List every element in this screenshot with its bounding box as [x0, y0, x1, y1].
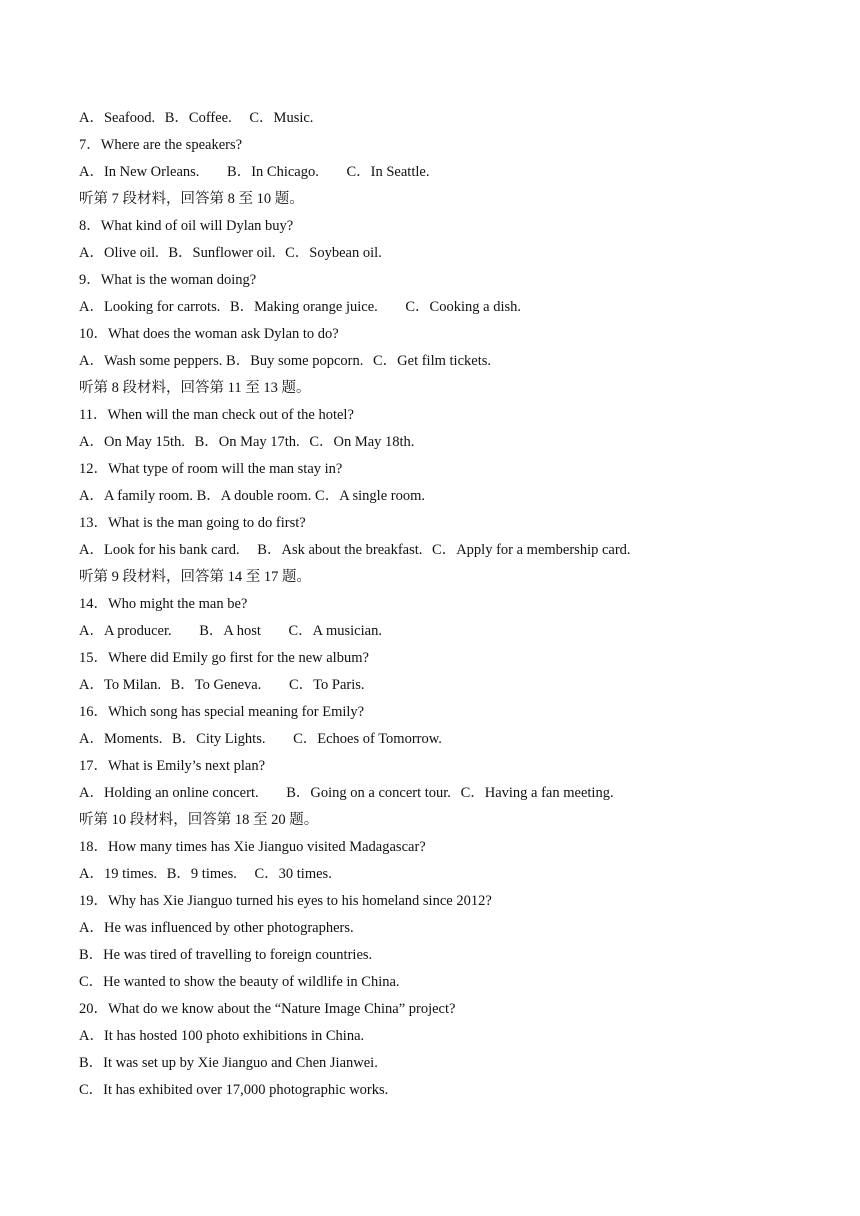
option-a: A．Moments.: [79, 731, 163, 747]
option-a: A．In New Orleans.: [79, 164, 200, 180]
option-a: A．Olive oil.: [79, 245, 159, 261]
option-b: B．Ask about the breakfast.: [257, 542, 423, 558]
options-line: [79, 297, 799, 324]
option-b: B．Coffee.: [164, 110, 232, 126]
options-line: [79, 783, 799, 810]
options-line: [79, 162, 799, 189]
options-line: [79, 351, 799, 378]
option-c: C．On May 18th.: [309, 434, 415, 450]
option-c: C．Having a fan meeting.: [460, 785, 614, 801]
option-a: A．Looking for carrots.: [79, 299, 221, 315]
options-line: [79, 864, 799, 891]
option-c: C．In Seattle.: [346, 164, 430, 180]
option-c: C．He wanted to show the beauty of wildlife in China.: [79, 974, 400, 990]
option-a: A．19 times.: [79, 866, 158, 882]
option-b: B．Making orange juice.: [229, 299, 378, 315]
option-c: C．Apply for a membership card.: [432, 542, 631, 558]
option-b: B．To Geneva.: [170, 677, 262, 693]
option-b: B．He was tired of travelling to foreign countries.: [79, 947, 373, 963]
option-b: B．Sunflower oil.: [168, 245, 276, 261]
option-c: C．A single room.: [315, 488, 425, 504]
option-c: C．A musician.: [288, 623, 382, 639]
option-a: A．Seafood.: [79, 110, 156, 126]
section-heading: 听第 8 段材料，回答第 11 至 13 题。: [79, 380, 311, 396]
option-a: A．Holding an online concert.: [79, 785, 259, 801]
option-c: C．Cooking a dish.: [405, 299, 521, 315]
question-9: 9．What is the woman doing?: [79, 272, 257, 288]
options-line: [79, 243, 799, 270]
option-c: C．Soybean oil.: [285, 245, 382, 261]
options-line: [79, 432, 799, 459]
section-heading: 听第 10 段材料，回答第 18 至 20 题。: [79, 812, 319, 828]
option-b: B．It was set up by Xie Jianguo and Chen Jianwei.: [79, 1055, 378, 1071]
option-b: B．A host: [199, 623, 261, 639]
option-b: B．9 times.: [166, 866, 237, 882]
question-8: 8．What kind of oil will Dylan buy?: [79, 218, 294, 234]
option-b: B．On May 17th.: [194, 434, 300, 450]
option-a: A．To Milan.: [79, 677, 161, 693]
option-c: C．Music.: [249, 110, 314, 126]
option-c: C．It has exhibited over 17,000 photographic works.: [79, 1082, 389, 1098]
section-heading: 听第 9 段材料，回答第 14 至 17 题。: [79, 569, 311, 585]
question-18: 18．How many times has Xie Jianguo visited Madagascar?: [79, 839, 426, 855]
option-a: A．He was influenced by other photographers.: [79, 920, 354, 936]
question-11: 11．When will the man check out of the hotel?: [79, 407, 354, 423]
option-a: A．On May 15th.: [79, 434, 185, 450]
option-b: B．Going on a concert tour.: [286, 785, 451, 801]
options-line: [79, 108, 799, 135]
question-13: 13．What is the man going to do first?: [79, 515, 306, 531]
option-b: B．Buy some popcorn.: [226, 353, 364, 369]
option-b: B．City Lights.: [172, 731, 266, 747]
section-heading: 听第 7 段材料，回答第 8 至 10 题。: [79, 191, 304, 207]
question-17: 17．What is Emily’s next plan?: [79, 758, 266, 774]
question-16: 16．Which song has special meaning for Emily?: [79, 704, 365, 720]
options-line: [79, 729, 799, 756]
options-line: [79, 486, 799, 513]
option-c: C．Get film tickets.: [373, 353, 491, 369]
question-10: 10．What does the woman ask Dylan to do?: [79, 326, 339, 342]
option-b: B．A double room.: [196, 488, 312, 504]
option-c: C．To Paris.: [289, 677, 365, 693]
question-14: 14．Who might the man be?: [79, 596, 248, 612]
question-15: 15．Where did Emily go first for the new album?: [79, 650, 369, 666]
question-12: 12．What type of room will the man stay in?: [79, 461, 343, 477]
option-a: A．A family room.: [79, 488, 193, 504]
question-19: 19．Why has Xie Jianguo turned his eyes to his homeland since 2012?: [79, 893, 492, 909]
option-c: C．30 times.: [254, 866, 332, 882]
question-7: 7．Where are the speakers?: [79, 137, 243, 153]
option-a: A．Wash some peppers.: [79, 353, 223, 369]
document-page: [79, 108, 799, 1107]
option-a: A．Look for his bank card.: [79, 542, 240, 558]
option-a: A．It has hosted 100 photo exhibitions in China.: [79, 1028, 365, 1044]
question-20: 20．What do we know about the “Nature Image China” project?: [79, 1001, 456, 1017]
options-line: [79, 621, 799, 648]
option-a: A．A producer.: [79, 623, 172, 639]
options-line: [79, 540, 799, 567]
option-c: C．Echoes of Tomorrow.: [293, 731, 442, 747]
option-b: B．In Chicago.: [227, 164, 319, 180]
options-line: [79, 675, 799, 702]
